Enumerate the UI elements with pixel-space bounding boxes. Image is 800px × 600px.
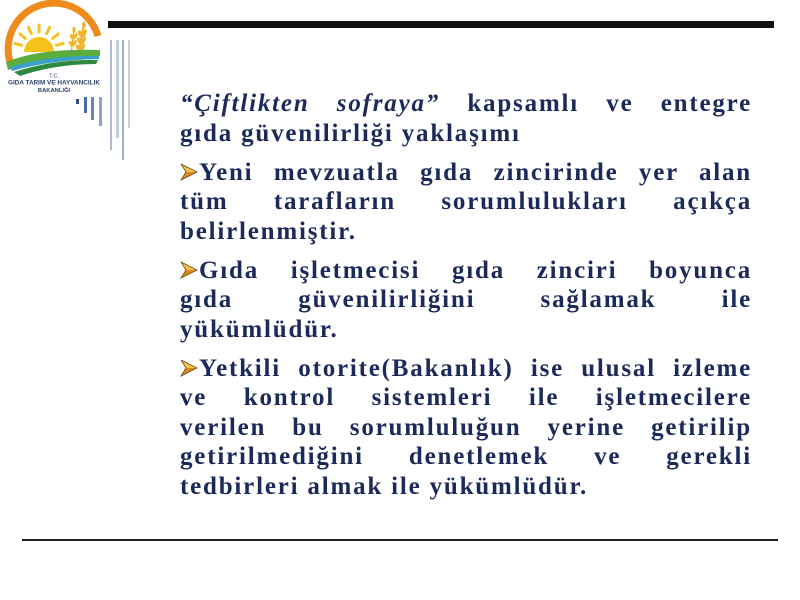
text-line: gıda güvenilirliği yaklaşımı (180, 119, 521, 147)
text-line-rest: kapsamlı ve entegre (440, 90, 752, 117)
text-line (180, 158, 752, 188)
decorative-vertical-line (110, 40, 112, 150)
decorative-vertical-line (116, 40, 119, 138)
bullet-text: Yeni mevzuatla gıda zincirinde yer alan (199, 158, 752, 186)
logo-text-ministry: GIDA TARIM VE HAYVANCILIK (8, 79, 101, 87)
green-hills-icon (6, 50, 100, 76)
logo-text-bakanligi: BAKANLIĞI (37, 88, 71, 94)
intro-paragraph (180, 89, 752, 148)
text-line: ve kontrol sistemleri ile işletmecilere (180, 384, 752, 411)
text-line: gıda güvenilirliğini sağlamak ile (180, 286, 752, 313)
decorative-vertical-line (122, 40, 124, 160)
bullet-paragraph (180, 354, 752, 502)
quoted-slogan: “Çiftlikten sofraya” (180, 90, 441, 117)
text-line: tüm tarafların sorumlulukları açıkça (180, 188, 752, 215)
arrowhead-bullet-icon (180, 261, 198, 279)
arrowhead-bullet-icon (180, 163, 198, 181)
logo-text-tc: T.C. (49, 73, 59, 80)
text-line: tedbirleri almak ile yükümlüdür. (180, 472, 589, 500)
top-rule (108, 21, 774, 28)
bullet-text: Gıda işletmecisi gıda zinciri boyunca (199, 256, 752, 284)
decorative-short-bar (84, 97, 87, 113)
arrowhead-bullet-icon (180, 359, 198, 377)
bottom-rule (22, 539, 778, 541)
text-line: getirilmediğini denetlemek ve gerekli (180, 443, 752, 470)
slide-body-text (180, 89, 752, 501)
bullet-paragraph (180, 256, 752, 345)
decorative-short-bar (99, 97, 102, 126)
sun-icon (15, 25, 63, 52)
bullet-paragraph (180, 158, 752, 247)
decorative-short-bar (76, 99, 79, 104)
ministry-logo (0, 0, 106, 98)
bullet-text: Yetkili otorite(Bakanlık) ise ulusal izleme (199, 354, 752, 382)
decorative-vertical-line (128, 40, 130, 128)
text-line (180, 354, 752, 384)
text-line: yükümlüdür. (180, 315, 339, 343)
decorative-short-bar (91, 97, 94, 120)
text-line: verilen bu sorumluluğun yerine getirilip (180, 413, 752, 441)
text-line (180, 89, 752, 119)
text-line: belirlenmiştir. (180, 217, 357, 245)
text-line (180, 256, 752, 286)
